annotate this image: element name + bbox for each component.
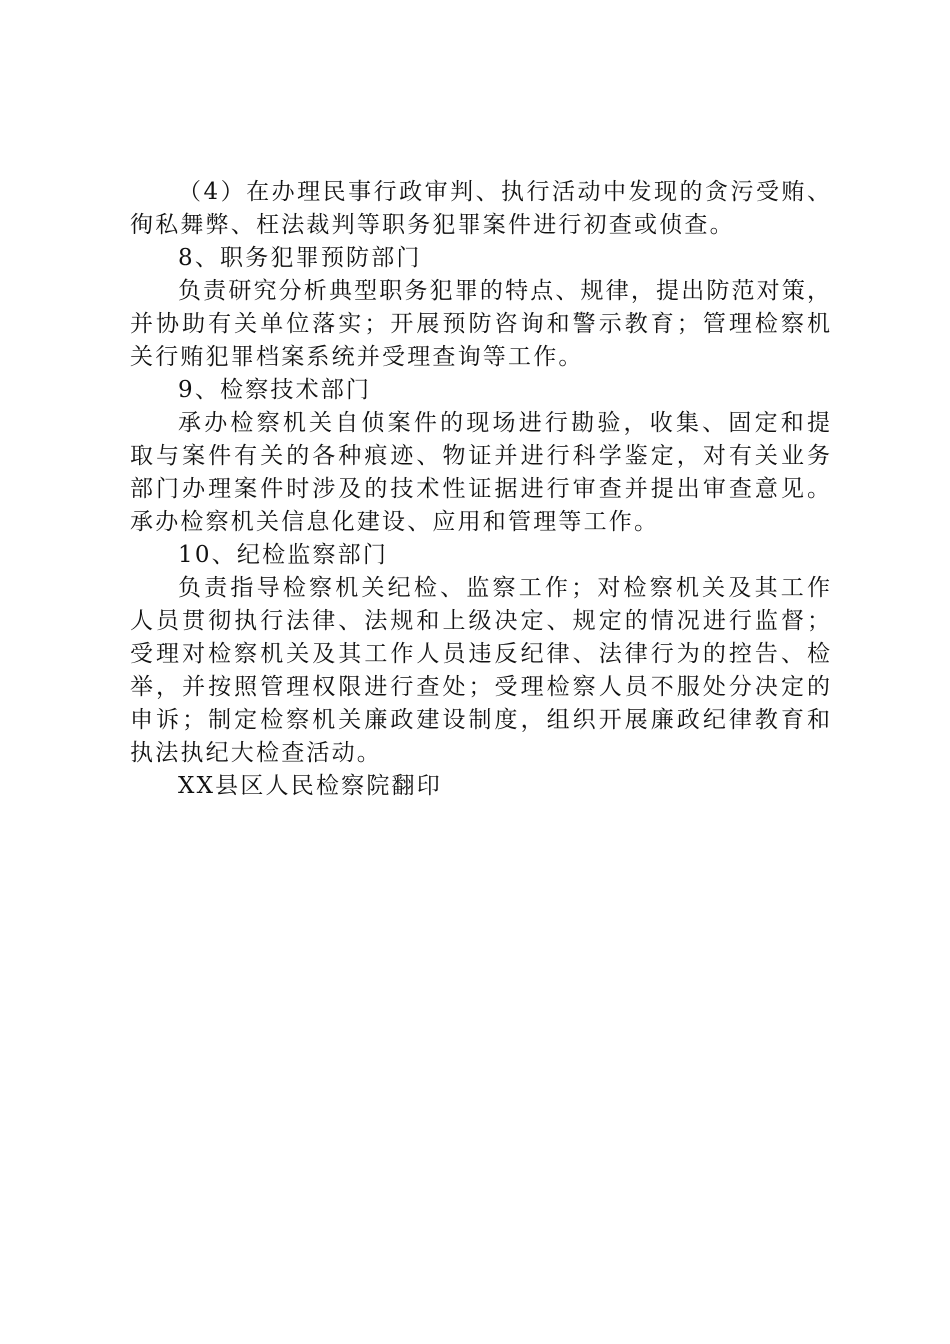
text-line: 关行贿犯罪档案系统并受理查询等工作。 (130, 344, 584, 370)
text-line: 承办检察机关信息化建设、应用和管理等工作。 (130, 509, 660, 535)
text-line: 人员贯彻执行法律、法规和上级决定、规定的情况进行监督； (130, 608, 830, 634)
text-line: 申诉；制定检察机关廉政建设制度，组织开展廉政纪律教育和 (130, 707, 830, 733)
document-page (130, 176, 830, 803)
text-line: 承办检察机关自侦案件的现场进行勘验，收集、固定和提 (178, 410, 830, 436)
text-line: 执法执纪大检查活动。 (130, 740, 382, 766)
text-line: 举，并按照管理权限进行查处；受理检察人员不服处分决定的 (130, 674, 830, 700)
text-line: 并协助有关单位落实；开展预防咨询和警示教育；管理检察机 (130, 311, 830, 337)
section-heading: 8、职务犯罪预防部门 (178, 245, 422, 271)
section-heading: 9、检察技术部门 (178, 377, 372, 403)
footer-note: XX县区人民检察院翻印 (178, 773, 442, 799)
text-line: （4）在办理民事行政审判、执行活动中发现的贪污受贿、 (178, 179, 830, 205)
section-heading: 10、纪检监察部门 (178, 542, 389, 568)
text-line: 部门办理案件时涉及的技术性证据进行审查并提出审查意见。 (130, 476, 830, 502)
text-line: 负责指导检察机关纪检、监察工作；对检察机关及其工作 (178, 575, 830, 601)
text-line: 徇私舞弊、枉法裁判等职务犯罪案件进行初查或侦查。 (130, 212, 735, 238)
text-line: 负责研究分析典型职务犯罪的特点、规律，提出防范对策， (178, 278, 830, 304)
text-line: 受理对检察机关及其工作人员违反纪律、法律行为的控告、检 (130, 641, 830, 667)
text-line: 取与案件有关的各种痕迹、物证并进行科学鉴定，对有关业务 (130, 443, 830, 469)
